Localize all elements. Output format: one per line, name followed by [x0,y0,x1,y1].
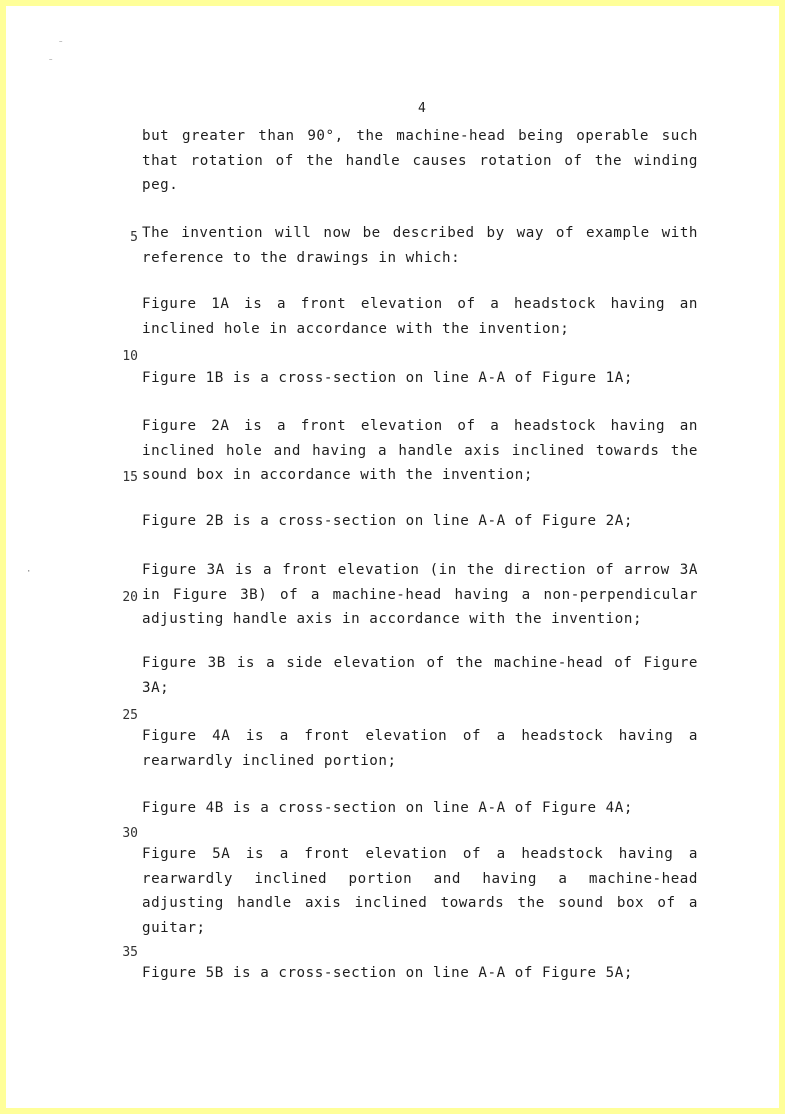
scan-speck-mark: ⁻ [58,39,64,49]
document-page [6,6,779,1108]
line-number: 30 [122,826,138,841]
figure-description-4a: Figure 4A is a front elevation of a headstock having a rearwardly inclined portion; [142,728,698,769]
figure-description-2a: Figure 2A is a front elevation of a headstock having an inclined hole and having a handle axis inclined towards the sound box in accordance with the invention; [142,418,698,483]
line-number: 5 [130,230,138,245]
figure-description-1a: Figure 1A is a front elevation of a headstock having an inclined hole in accordance with the invention; [142,296,698,337]
page-number: 4 [418,101,426,116]
figure-description-2b: Figure 2B is a cross-section on line A-A of Figure 2A; [142,513,633,529]
figure-description-5b: Figure 5B is a cross-section on line A-A of Figure 5A; [142,965,633,981]
figure-description-3b: Figure 3B is a side elevation of the machine-head of Figure 3A; [142,655,698,696]
line-number: 20 [122,590,138,605]
figure-description-4b: Figure 4B is a cross-section on line A-A of Figure 4A; [142,800,633,816]
line-number: 10 [122,349,138,364]
paragraph-continuation: but greater than 90°, the machine-head being operable such that rotation of the handle causes rotation of the winding peg. [142,128,698,193]
line-number: 35 [122,945,138,960]
figure-description-1b: Figure 1B is a cross-section on line A-A of Figure 1A; [142,370,633,386]
scan-speck-mark: · [26,567,32,577]
paragraph-intro: The invention will now be described by way of example with reference to the drawings in which: [142,225,698,266]
scan-speck-mark: ⁻ [48,57,54,67]
line-number: 15 [122,470,138,485]
figure-description-5a: Figure 5A is a front elevation of a headstock having a rearwardly inclined portion and having a machine-head adjusting handle axis inclined towards the sound box of a guitar; [142,846,698,936]
figure-description-3a: Figure 3A is a front elevation (in the direction of arrow 3A in Figure 3B) of a machine-head having a non-perpendicular adjusting handle axis in accordance with the invention; [142,562,698,627]
line-number: 25 [122,708,138,723]
